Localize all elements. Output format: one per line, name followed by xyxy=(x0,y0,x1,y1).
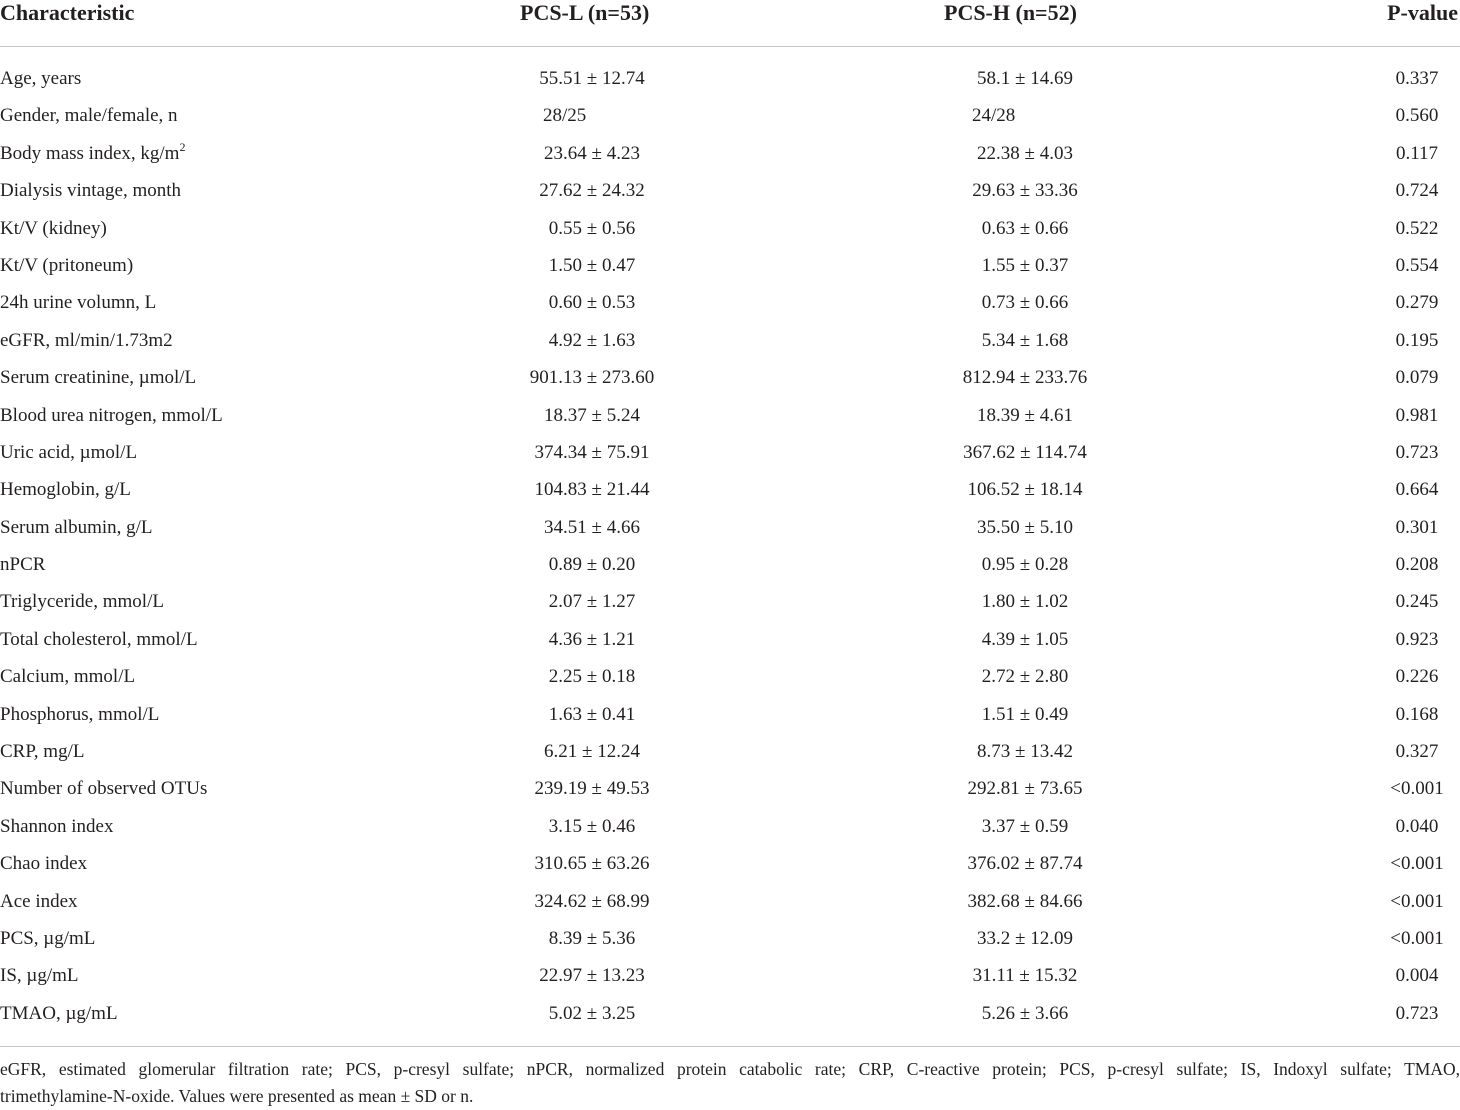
cell-characteristic xyxy=(0,733,84,770)
cell-pcs-l: 0.55 ± 0.56 xyxy=(548,217,636,239)
cell-pcs-l: 2.25 ± 0.18 xyxy=(548,666,636,688)
table-row xyxy=(0,883,1460,920)
table-row xyxy=(0,583,1460,620)
characteristic-label: TMAO, µg/mL xyxy=(0,1002,118,1024)
table-row xyxy=(0,957,1460,994)
table-row xyxy=(0,696,1460,733)
cell-characteristic xyxy=(0,359,196,396)
cell-pcs-h: 22.38 ± 4.03 xyxy=(977,142,1073,164)
cell-pcs-h: 382.68 ± 84.66 xyxy=(967,890,1083,912)
characteristic-label: Hemoglobin, g/L xyxy=(0,479,131,501)
header-pcs-h: PCS-H (n=52) xyxy=(944,0,1077,25)
cell-characteristic xyxy=(0,957,79,994)
cell-pcs-l: 23.64 ± 4.23 xyxy=(544,142,640,164)
cell-characteristic xyxy=(0,322,173,359)
cell-pcs-h: 0.63 ± 0.66 xyxy=(981,217,1069,239)
cell-pcs-l: 8.39 ± 5.36 xyxy=(548,927,636,949)
cell-pcs-l: 239.19 ± 49.53 xyxy=(534,778,650,800)
cell-p-value: 0.327 xyxy=(1395,741,1439,763)
footnote-line-2: trimethylamine-N-oxide. Values were presented as mean ± SD or n. xyxy=(0,1086,474,1106)
cell-characteristic xyxy=(0,995,118,1032)
cell-p-value: <0.001 xyxy=(1390,890,1444,912)
cell-pcs-h: 376.02 ± 87.74 xyxy=(967,853,1083,875)
characteristic-label: Body mass index, kg/m xyxy=(0,142,180,164)
table-row xyxy=(0,995,1460,1032)
cell-p-value: 0.004 xyxy=(1395,965,1439,987)
cell-p-value: 0.208 xyxy=(1395,554,1439,576)
cell-pcs-l: 22.97 ± 13.23 xyxy=(539,965,645,987)
cell-characteristic xyxy=(0,210,107,247)
cell-pcs-l: 0.60 ± 0.53 xyxy=(548,292,636,314)
cell-p-value: 0.195 xyxy=(1395,329,1439,351)
cell-p-value: 0.554 xyxy=(1395,254,1439,276)
cell-characteristic xyxy=(0,658,135,695)
table-row xyxy=(0,845,1460,882)
header-p-value: P-value xyxy=(1387,0,1458,25)
characteristic-label: Blood urea nitrogen, mmol/L xyxy=(0,404,223,426)
cell-pcs-h: 5.34 ± 1.68 xyxy=(981,329,1069,351)
cell-pcs-h: 292.81 ± 73.65 xyxy=(967,778,1083,800)
cell-p-value: 0.301 xyxy=(1395,516,1439,538)
cell-p-value: 0.923 xyxy=(1395,628,1439,650)
cell-pcs-l: 1.63 ± 0.41 xyxy=(548,703,636,725)
cell-pcs-l: 374.34 ± 75.91 xyxy=(534,441,650,463)
table-bottom-rule xyxy=(0,1046,1460,1047)
cell-pcs-h: 18.39 ± 4.61 xyxy=(977,404,1073,426)
characteristic-label: Total cholesterol, mmol/L xyxy=(0,628,198,650)
cell-pcs-h: 0.73 ± 0.66 xyxy=(981,292,1069,314)
table-row xyxy=(0,621,1460,658)
characteristic-label: PCS, µg/mL xyxy=(0,927,96,949)
table-row xyxy=(0,546,1460,583)
cell-pcs-h: 8.73 ± 13.42 xyxy=(977,741,1073,763)
cell-p-value: 0.117 xyxy=(1395,142,1439,164)
cell-pcs-l: 6.21 ± 12.24 xyxy=(544,741,640,763)
cell-p-value: <0.001 xyxy=(1390,853,1444,875)
cell-pcs-h: 3.37 ± 0.59 xyxy=(981,815,1069,837)
cell-pcs-h: 1.80 ± 1.02 xyxy=(981,591,1069,613)
cell-characteristic xyxy=(0,845,87,882)
cell-pcs-l: 28/25 xyxy=(543,105,587,127)
characteristic-label: Kt/V (kidney) xyxy=(0,217,107,239)
cell-pcs-l: 4.92 ± 1.63 xyxy=(548,329,636,351)
cell-p-value: 0.168 xyxy=(1395,703,1439,725)
cell-pcs-h: 29.63 ± 33.36 xyxy=(972,180,1078,202)
cell-p-value: 0.724 xyxy=(1395,180,1439,202)
table-row xyxy=(0,172,1460,209)
cell-characteristic xyxy=(0,509,153,546)
table-body xyxy=(0,60,1460,1032)
cell-pcs-h: 106.52 ± 18.14 xyxy=(967,479,1083,501)
cell-p-value: 0.560 xyxy=(1395,105,1439,127)
cell-pcs-l: 18.37 ± 5.24 xyxy=(544,404,640,426)
unit-superscript: 2 xyxy=(179,139,186,154)
cell-p-value: <0.001 xyxy=(1390,927,1444,949)
table-row xyxy=(0,733,1460,770)
header-characteristic: Characteristic xyxy=(0,0,135,25)
cell-pcs-h: 33.2 ± 12.09 xyxy=(977,927,1073,949)
cell-pcs-l: 4.36 ± 1.21 xyxy=(548,628,636,650)
cell-pcs-l: 0.89 ± 0.20 xyxy=(548,554,636,576)
characteristic-label: 24h urine volumn, L xyxy=(0,292,157,314)
cell-pcs-h: 24/28 xyxy=(972,105,1016,127)
cell-pcs-h: 58.1 ± 14.69 xyxy=(977,68,1073,89)
cell-p-value: 0.337 xyxy=(1395,68,1439,89)
cell-pcs-h: 1.51 ± 0.49 xyxy=(981,703,1069,725)
cell-pcs-h: 35.50 ± 5.10 xyxy=(977,516,1073,538)
cell-p-value: 0.723 xyxy=(1395,441,1439,463)
cell-pcs-l: 324.62 ± 68.99 xyxy=(534,890,650,912)
cell-pcs-h: 31.11 ± 15.32 xyxy=(972,965,1078,987)
cell-pcs-l: 55.51 ± 12.74 xyxy=(539,68,645,89)
cell-characteristic xyxy=(0,60,81,97)
cell-characteristic xyxy=(0,808,113,845)
cell-p-value: 0.040 xyxy=(1395,815,1439,837)
cell-characteristic xyxy=(0,397,223,434)
cell-pcs-l: 3.15 ± 0.46 xyxy=(548,815,636,837)
cell-characteristic xyxy=(0,920,95,957)
cell-pcs-h: 4.39 ± 1.05 xyxy=(981,628,1069,650)
table-row xyxy=(0,770,1460,807)
characteristic-label: Kt/V (pritoneum) xyxy=(0,254,134,276)
table-row xyxy=(0,322,1460,359)
cell-characteristic xyxy=(0,434,137,471)
cell-characteristic xyxy=(0,883,78,920)
characteristic-label: nPCR xyxy=(0,554,46,576)
cell-pcs-l: 34.51 ± 4.66 xyxy=(544,516,640,538)
cell-pcs-l: 2.07 ± 1.27 xyxy=(548,591,636,613)
table-row xyxy=(0,97,1460,134)
cell-pcs-h: 5.26 ± 3.66 xyxy=(981,1002,1069,1024)
cell-pcs-l: 5.02 ± 3.25 xyxy=(548,1002,636,1024)
cell-p-value: <0.001 xyxy=(1390,778,1444,800)
cell-characteristic xyxy=(0,172,181,209)
table-header xyxy=(0,0,1460,47)
characteristic-label: Number of observed OTUs xyxy=(0,778,208,800)
table-footnote xyxy=(0,1056,1460,1110)
characteristic-label: eGFR, ml/min/1.73m2 xyxy=(0,329,173,351)
cell-characteristic xyxy=(0,546,45,583)
cell-pcs-l: 27.62 ± 24.32 xyxy=(539,180,645,202)
table-row xyxy=(0,135,1460,172)
characteristic-label: CRP, mg/L xyxy=(0,741,85,763)
table-row xyxy=(0,920,1460,957)
header-pcs-l: PCS-L (n=53) xyxy=(520,0,650,25)
characteristic-label: Ace index xyxy=(0,890,78,912)
table-row xyxy=(0,509,1460,546)
characteristic-label: Age, years xyxy=(0,68,82,89)
characteristic-label: Chao index xyxy=(0,853,88,875)
cell-p-value: 0.522 xyxy=(1395,217,1439,239)
footnote-line-1: eGFR, estimated glomerular filtration rate; PCS, p-cresyl sulfate; nPCR, normalized protein catabolic rate; CRP, C-reactive protein; PCS, p-cresyl sulfate; IS, Indoxyl sulfate; TMAO, xyxy=(0,1059,1460,1079)
cell-characteristic xyxy=(0,621,198,658)
cell-p-value: 0.664 xyxy=(1395,479,1439,501)
table-row xyxy=(0,397,1460,434)
cell-pcs-h: 2.72 ± 2.80 xyxy=(981,666,1069,688)
cell-p-value: 0.226 xyxy=(1395,666,1439,688)
table-row xyxy=(0,359,1460,396)
cell-characteristic xyxy=(0,247,133,284)
cell-characteristic xyxy=(0,770,207,807)
table-row xyxy=(0,434,1460,471)
cell-pcs-l: 104.83 ± 21.44 xyxy=(534,479,650,501)
characteristic-label: Serum creatinine, µmol/L xyxy=(0,367,197,389)
cell-pcs-l: 901.13 ± 273.60 xyxy=(529,367,655,389)
characteristic-label: Calcium, mmol/L xyxy=(0,666,136,688)
cell-characteristic xyxy=(0,284,156,321)
table-row xyxy=(0,247,1460,284)
cell-characteristic xyxy=(0,97,178,134)
characteristic-label: Uric acid, µmol/L xyxy=(0,441,138,463)
table-row xyxy=(0,808,1460,845)
characteristic-label: Gender, male/female, n xyxy=(0,105,178,127)
table-row xyxy=(0,471,1460,508)
cell-p-value: 0.079 xyxy=(1395,367,1439,389)
cell-pcs-h: 367.62 ± 114.74 xyxy=(963,441,1087,463)
cell-p-value: 0.245 xyxy=(1395,591,1439,613)
cell-p-value: 0.279 xyxy=(1395,292,1439,314)
characteristic-label: Phosphorus, mmol/L xyxy=(0,703,160,725)
cell-pcs-h: 0.95 ± 0.28 xyxy=(981,554,1069,576)
cell-characteristic xyxy=(0,696,159,733)
characteristic-label: IS, µg/mL xyxy=(0,965,79,987)
cell-pcs-h: 1.55 ± 0.37 xyxy=(981,254,1069,276)
cell-pcs-l: 310.65 ± 63.26 xyxy=(534,853,650,875)
cell-p-value: 0.723 xyxy=(1395,1002,1439,1024)
cell-characteristic xyxy=(0,583,164,620)
characteristic-label: Shannon index xyxy=(0,815,114,837)
cell-characteristic xyxy=(0,471,131,508)
characteristic-label: Serum albumin, g/L xyxy=(0,516,153,538)
cell-characteristic xyxy=(0,135,185,172)
cell-pcs-h: 812.94 ± 233.76 xyxy=(962,367,1088,389)
table-row xyxy=(0,658,1460,695)
characteristic-label: Dialysis vintage, month xyxy=(0,180,182,202)
table-row xyxy=(0,210,1460,247)
cell-p-value: 0.981 xyxy=(1395,404,1439,426)
cell-pcs-l: 1.50 ± 0.47 xyxy=(548,254,636,276)
table-row xyxy=(0,60,1460,97)
characteristic-label: Triglyceride, mmol/L xyxy=(0,591,164,613)
table-row xyxy=(0,284,1460,321)
